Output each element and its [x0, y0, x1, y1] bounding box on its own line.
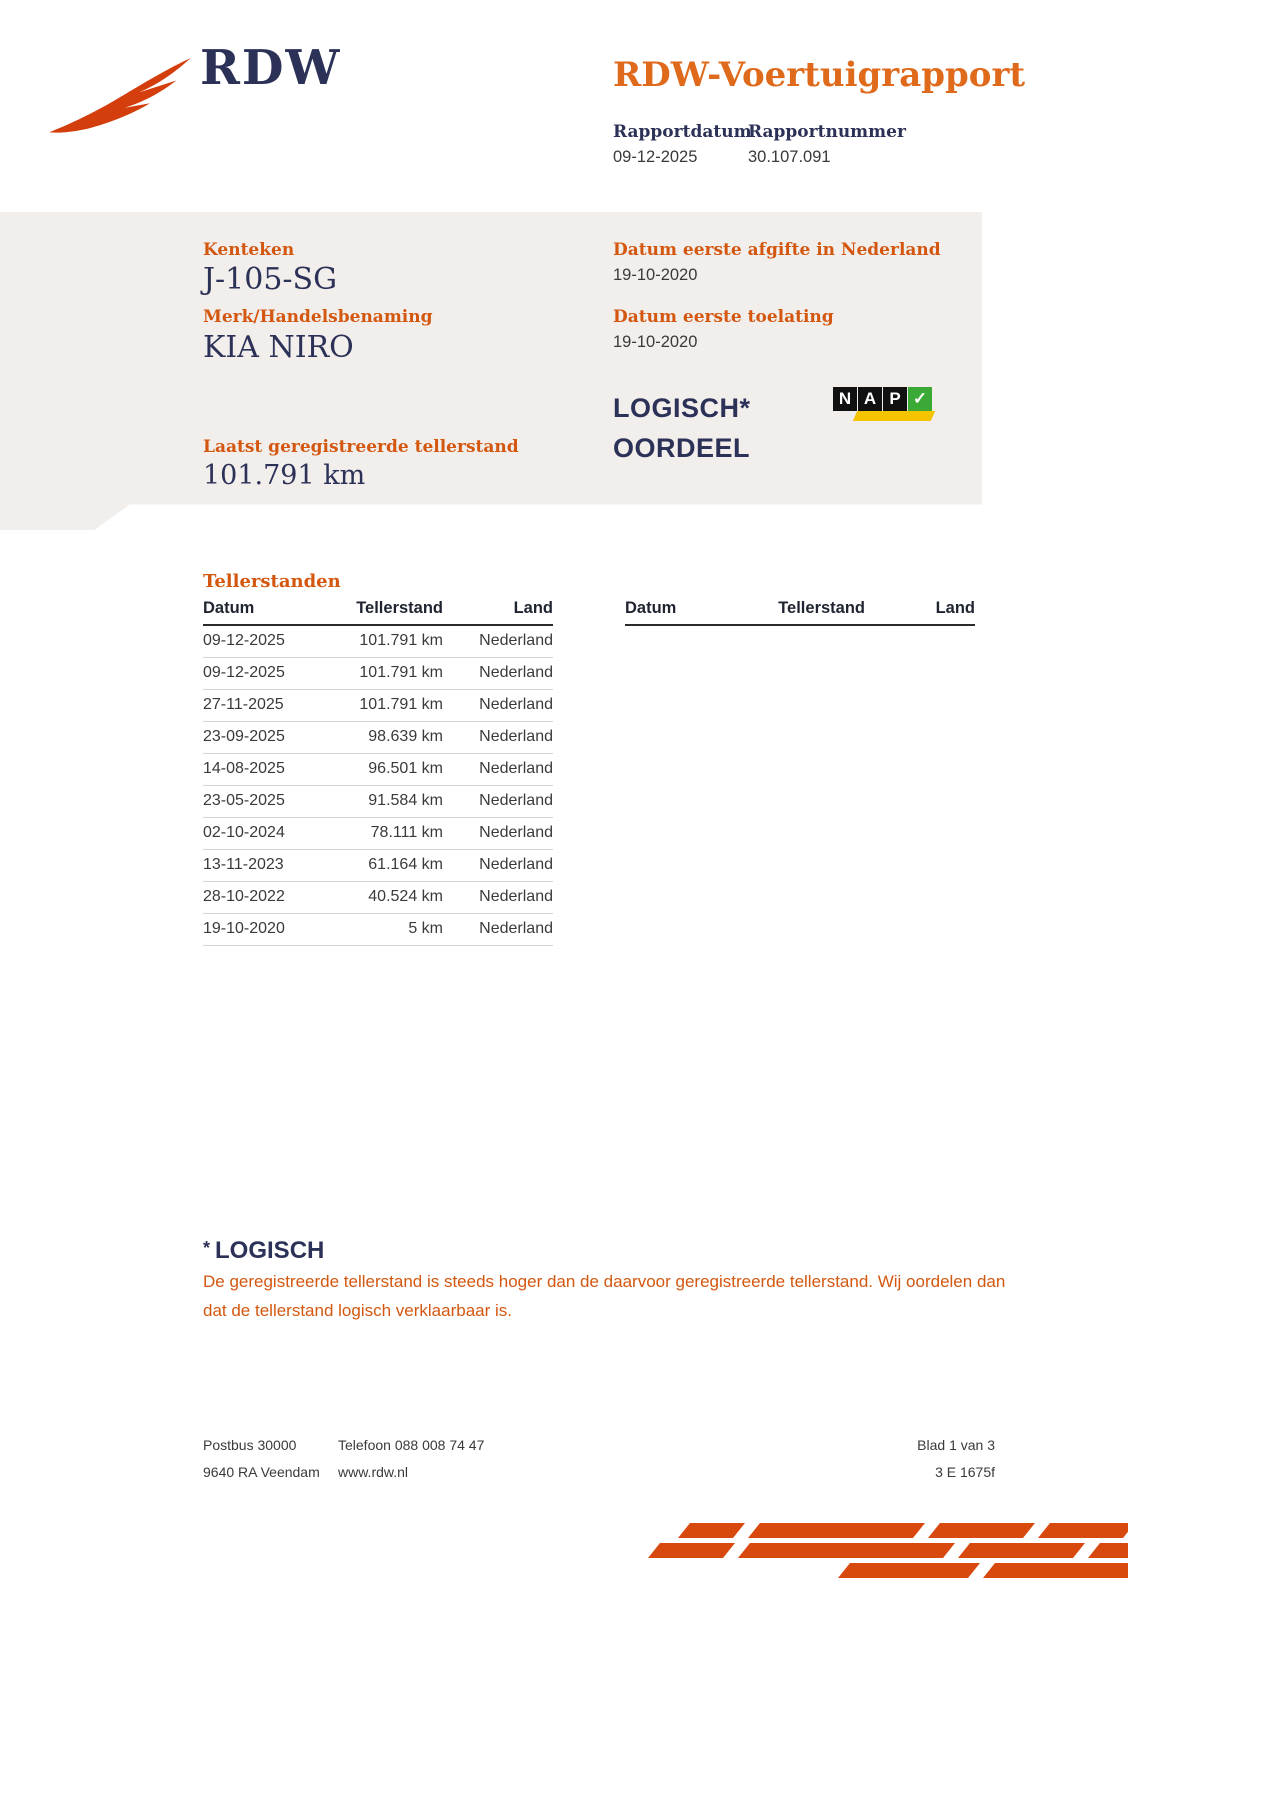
- column-header-land: Land: [865, 597, 975, 625]
- toelating-label: Datum eerste toelating: [613, 307, 834, 327]
- cell-land: Nederland: [443, 690, 553, 722]
- logisch-footnote-text: De geregistreerde tellerstand is steeds hoger dan de daarvoor geregistreerde tellerstand. Wij oordelen dan dat de tellerstand logisch verklaarbaar is.: [203, 1272, 1006, 1320]
- page-title: RDW-Voertuigrapport: [613, 55, 1026, 95]
- toelating-value: 19-10-2020: [613, 333, 698, 351]
- footer-form-code: 3 E 1675f: [935, 1464, 995, 1480]
- table-row: [203, 818, 553, 850]
- report-number-label: Rapportnummer: [748, 122, 906, 142]
- cell-tellerstand: 78.111 km: [333, 818, 443, 850]
- column-header-tellerstand: Tellerstand: [755, 597, 865, 625]
- oordeel-line1: LOGISCH*: [613, 393, 751, 423]
- report-date-label: Rapportdatum: [613, 122, 752, 142]
- table-row: [203, 850, 553, 882]
- table-row: [203, 722, 553, 754]
- nap-logo: [833, 387, 933, 429]
- cell-datum: 23-09-2025: [203, 722, 333, 754]
- cell-datum: 28-10-2022: [203, 882, 333, 914]
- cell-land: Nederland: [443, 625, 553, 658]
- footer-phone: Telefoon 088 008 74 47: [338, 1437, 485, 1453]
- column-header-land: Land: [443, 597, 553, 625]
- cell-land: Nederland: [443, 850, 553, 882]
- footnote-asterisk: *: [203, 1238, 211, 1258]
- report-number-value: 30.107.091: [748, 148, 831, 166]
- footer-stripes-graphic: [648, 1523, 1128, 1581]
- cell-tellerstand: 101.791 km: [333, 625, 443, 658]
- meter-readings-table-left: [203, 597, 553, 946]
- footer-address-line2: 9640 RA Veendam: [203, 1464, 320, 1480]
- nap-letter-p: P: [883, 387, 907, 411]
- meter-readings-table-right: [625, 597, 975, 626]
- tellerstand-value: 101.791 km: [203, 460, 366, 491]
- cell-datum: 09-12-2025: [203, 625, 333, 658]
- footer-address-line1: Postbus 30000: [203, 1437, 297, 1453]
- merk-value: KIA NIRO: [203, 330, 354, 365]
- table-header-row: [625, 597, 975, 625]
- table-row: [203, 914, 553, 946]
- table-row: [203, 754, 553, 786]
- kenteken-value: J-105-SG: [203, 262, 338, 297]
- report-date-value: 09-12-2025: [613, 148, 698, 166]
- cell-tellerstand: 91.584 km: [333, 786, 443, 818]
- oordeel-line2: OORDEEL: [613, 433, 751, 463]
- logisch-footnote-title: [203, 1237, 324, 1265]
- cell-datum: 23-05-2025: [203, 786, 333, 818]
- table-header-row: [203, 597, 553, 625]
- table-row: [203, 690, 553, 722]
- footer-website-link[interactable]: www.rdw.nl: [338, 1464, 409, 1480]
- cell-tellerstand: 101.791 km: [333, 690, 443, 722]
- cell-datum: 19-10-2020: [203, 914, 333, 946]
- cell-land: Nederland: [443, 786, 553, 818]
- afgifte-value: 19-10-2020: [613, 266, 698, 284]
- cell-tellerstand: 5 km: [333, 914, 443, 946]
- cell-land: Nederland: [443, 754, 553, 786]
- footnote-title-text: LOGISCH: [215, 1237, 325, 1264]
- tellerstand-label: Laatst geregistreerde tellerstand: [203, 437, 519, 457]
- nap-letter-a: A: [858, 387, 882, 411]
- nap-yellow-bar: [853, 411, 935, 421]
- column-header-datum: Datum: [203, 597, 333, 625]
- cell-land: Nederland: [443, 914, 553, 946]
- cell-tellerstand: 40.524 km: [333, 882, 443, 914]
- nap-check-icon: ✓: [908, 387, 932, 411]
- tellerstanden-section-title: Tellerstanden: [203, 571, 341, 592]
- cell-tellerstand: 98.639 km: [333, 722, 443, 754]
- column-header-tellerstand: Tellerstand: [333, 597, 443, 625]
- cell-land: Nederland: [443, 818, 553, 850]
- footer-page-indicator: Blad 1 van 3: [917, 1437, 995, 1453]
- table-row: [203, 625, 553, 658]
- cell-datum: 13-11-2023: [203, 850, 333, 882]
- rdw-logo-text: RDW: [200, 40, 342, 96]
- kenteken-label: Kenteken: [203, 240, 295, 260]
- cell-tellerstand: 101.791 km: [333, 658, 443, 690]
- rdw-wing-icon: [46, 56, 194, 136]
- cell-tellerstand: 61.164 km: [333, 850, 443, 882]
- column-header-datum: Datum: [625, 597, 755, 625]
- table-row: [203, 882, 553, 914]
- oordeel-text: [613, 388, 751, 468]
- cell-datum: 09-12-2025: [203, 658, 333, 690]
- cell-datum: 02-10-2024: [203, 818, 333, 850]
- cell-land: Nederland: [443, 882, 553, 914]
- cell-datum: 14-08-2025: [203, 754, 333, 786]
- cell-tellerstand: 96.501 km: [333, 754, 443, 786]
- cell-datum: 27-11-2025: [203, 690, 333, 722]
- nap-letter-n: N: [833, 387, 857, 411]
- merk-label: Merk/Handelsbenaming: [203, 307, 433, 327]
- table-row: [203, 658, 553, 690]
- afgifte-label: Datum eerste afgifte in Nederland: [613, 240, 941, 260]
- cell-land: Nederland: [443, 722, 553, 754]
- cell-land: Nederland: [443, 658, 553, 690]
- table-row: [203, 786, 553, 818]
